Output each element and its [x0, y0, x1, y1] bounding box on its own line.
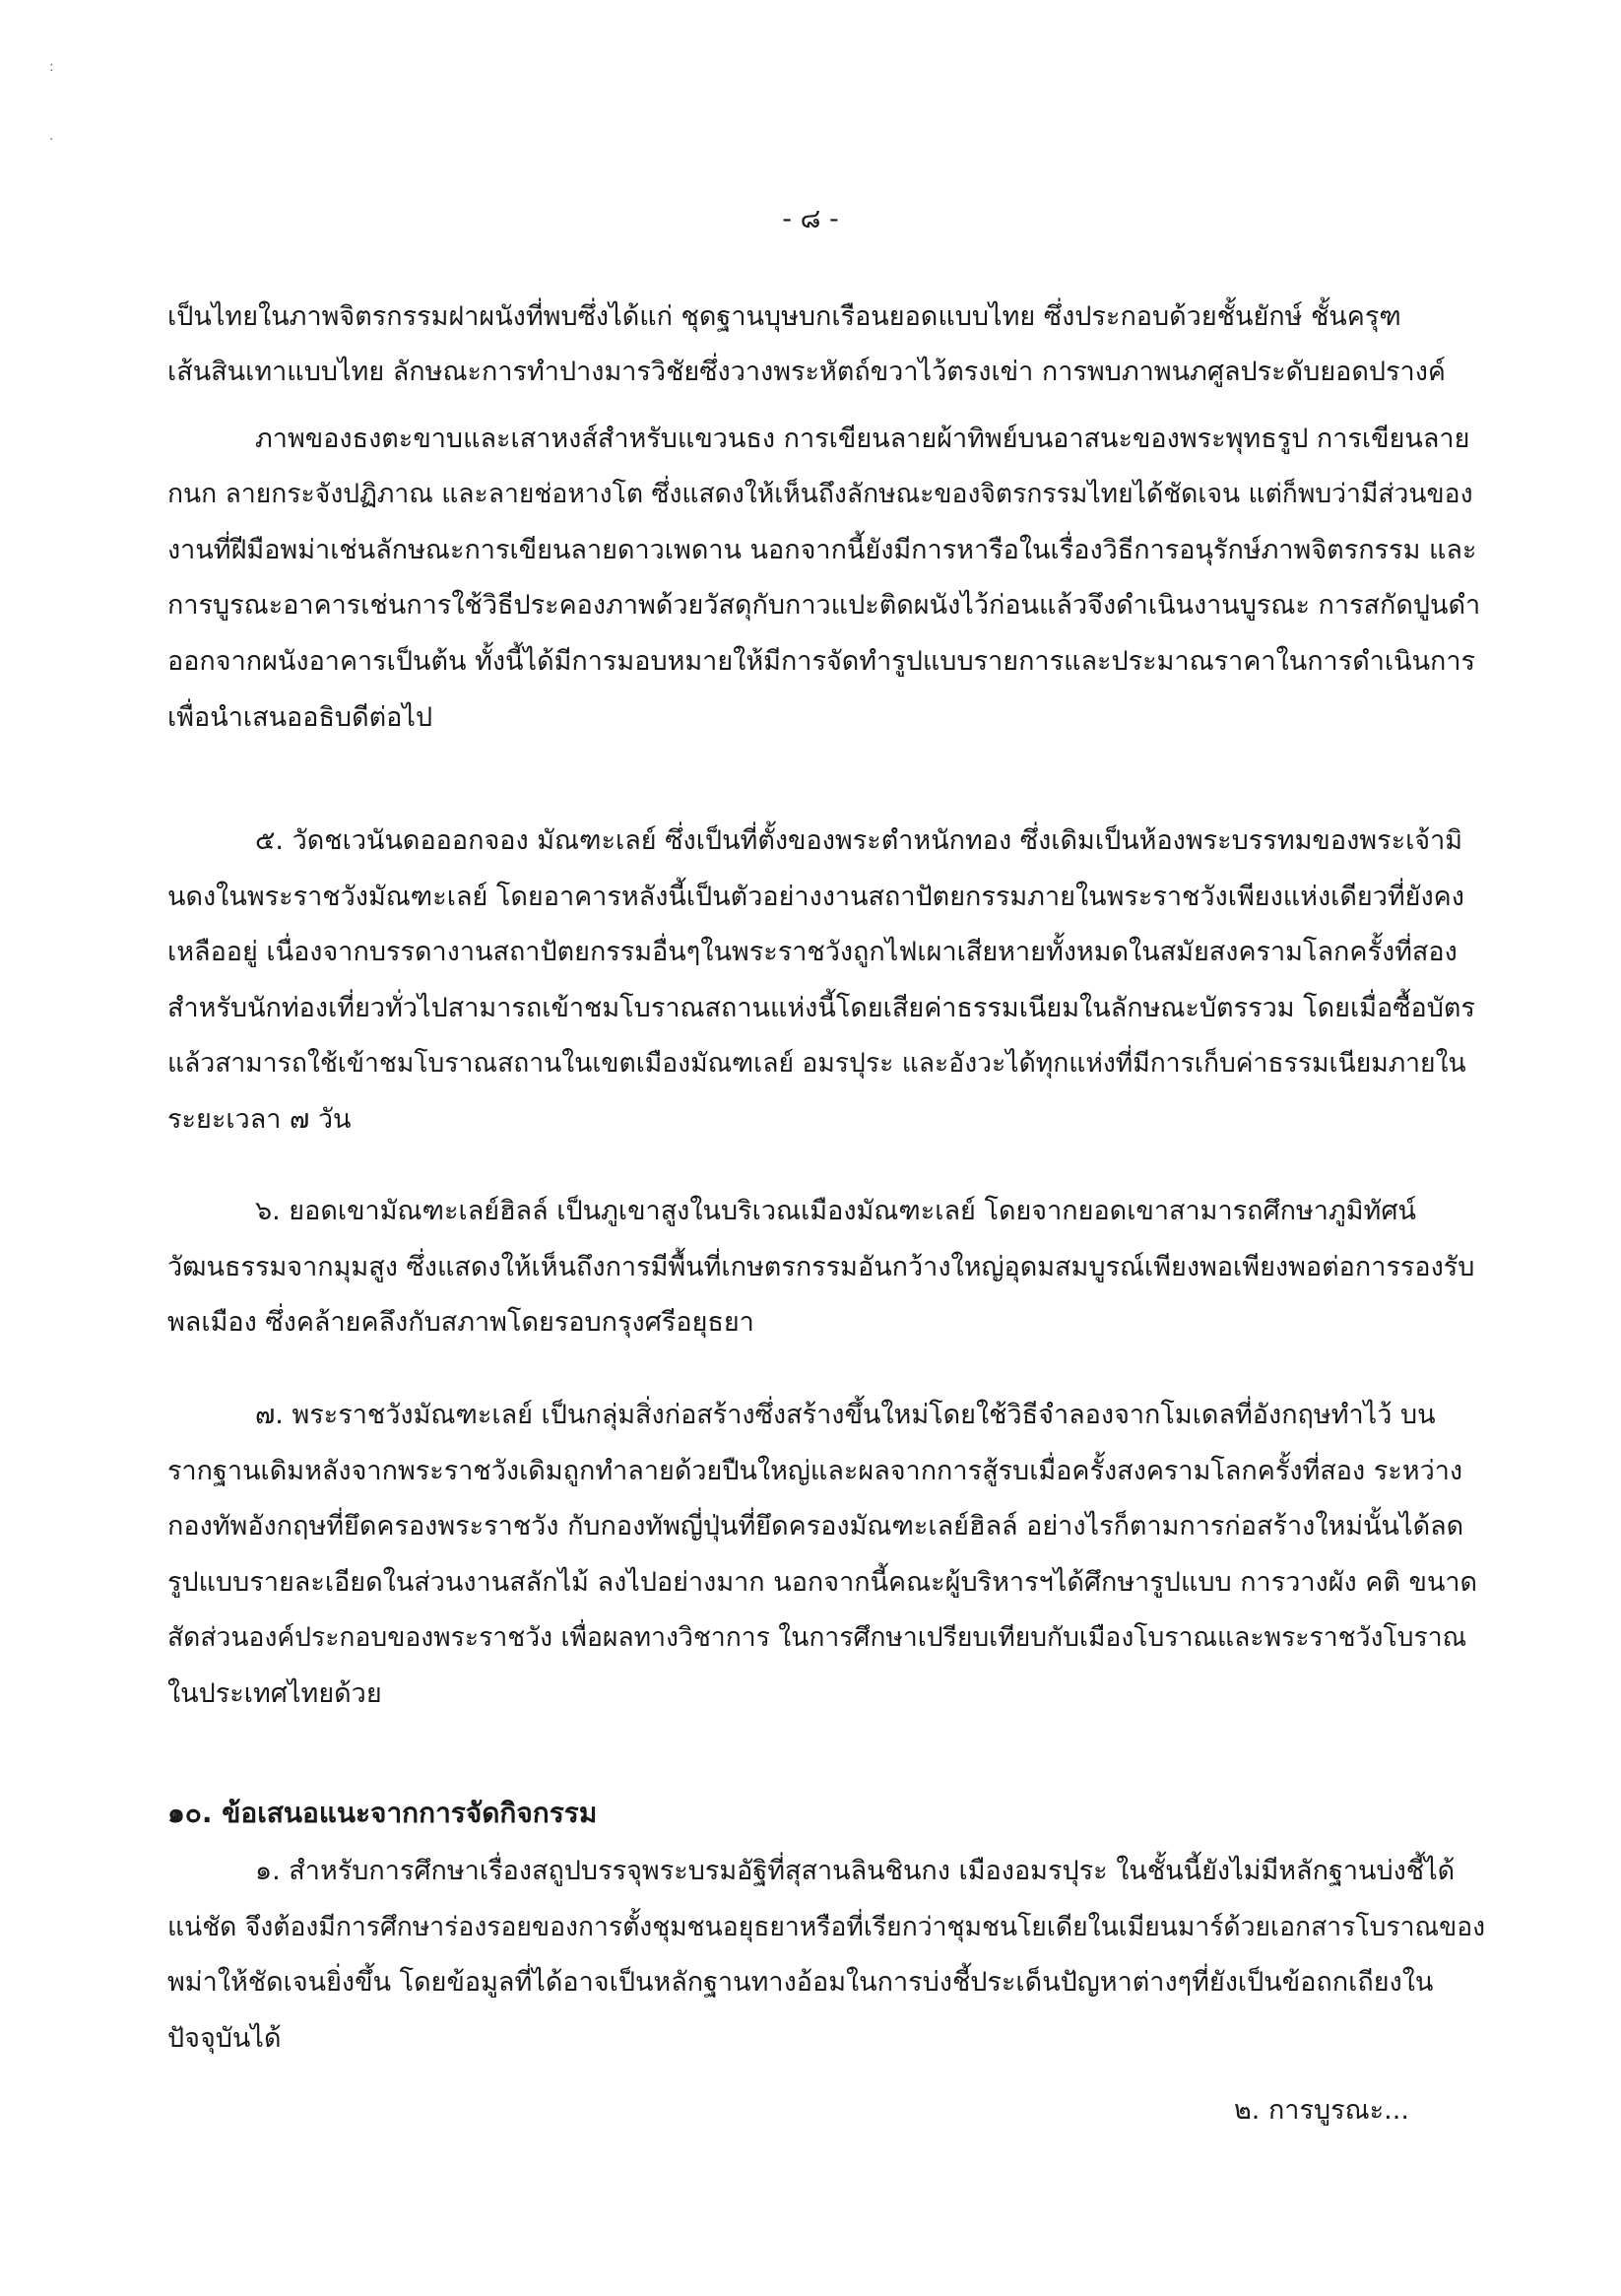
paragraph-line: ออกจากผนังอาคารเป็นต้น ทั้งนี้ได้มีการมอบหมายให้มีการจัดทำรูปแบบรายการและประมาณราคาในการดำเนินการ	[167, 646, 1476, 677]
list-item-line: สำหรับนักท่องเที่ยวทั่วไปสามารถเข้าชมโบราณสถานแห่งนี้โดยเสียค่าธรรมเนียมในลักษณะบัตรรวม โดยเมื่อซื้อบัตร	[167, 993, 1475, 1023]
scan-mark: :	[49, 59, 54, 75]
paragraph-line: เพื่อนำเสนออธิบดีต่อไป	[167, 702, 433, 733]
paragraph-line: เป็นไทยในภาพจิตรกรรมฝาผนังที่พบซึ่งได้แก่ ชุดฐานบุษบกเรือนยอดแบบไทย ซึ่งประกอบด้วยชั้นยักษ์ ชั้นครุฑ	[167, 301, 1401, 332]
list-item-line: เหลืออยู่ เนื่องจากบรรดางานสถาปัตยกรรมอื่นๆในพระราชวังถูกไฟเผาเสียหายทั้งหมดในสมัยสงครามโลกครั้งที่สอง	[167, 937, 1458, 967]
continuation-marker: ๒. การบูรณะ...	[1234, 2095, 1409, 2126]
scan-mark: .	[49, 128, 54, 144]
list-item-line: พลเมือง ซึ่งคล้ายคลึงกับสภาพโดยรอบกรุงศรีอยุธยา	[167, 1307, 754, 1338]
list-item-line: สัดส่วนองค์ประกอบของพระราชวัง เพื่อผลทางวิชาการ ในการศึกษาเปรียบเทียบกับเมืองโบราณและพระราชวังโบราณ	[167, 1622, 1467, 1653]
list-item-line: แน่ชัด จึงต้องมีการศึกษาร่องรอยของการตั้งชุมชนอยุธยาหรือที่เรียกว่าชุมชนโยเดียในเมียนมาร์ด้วยเอกสารโบราณของ	[167, 1912, 1486, 1942]
paragraph-line: งานที่ฝีมือพม่าเช่นลักษณะการเขียนลายดาวเพดาน นอกจากนี้ยังมีการหารือในเรื่องวิธีการอนุรักษ์ภาพจิตรกรรม และ	[167, 535, 1477, 565]
list-item-line: ระยะเวลา ๗ วัน	[167, 1104, 352, 1135]
list-item-line: ในประเทศไทยด้วย	[167, 1678, 382, 1709]
list-item-line: วัฒนธรรมจากมุมสูง ซึ่งแสดงให้เห็นถึงการมีพื้นที่เกษตรกรรมอันกว้างใหญ่อุดมสมบูรณ์เพียงพอเพียงพอต่อการรองรับ	[167, 1252, 1475, 1282]
list-item-line: ๗. พระราชวังมัณฑะเลย์ เป็นกลุ่มสิ่งก่อสร้างซึ่งสร้างขึ้นใหม่โดยใช้วิธีจำลองจากโมเดลที่อังกฤษทำไว้ บน	[255, 1400, 1436, 1430]
list-item-line: ปัจจุบันได้	[167, 2023, 282, 2054]
list-item-line: กองทัพอังกฤษที่ยึดครองพระราชวัง กับกองทัพญี่ปุ่นที่ยึดครองมัณฑะเลย์ฮิลล์ อย่างไรก็ตามการก่อสร้างใหม่นั้นได้ลด	[167, 1511, 1464, 1542]
list-item-line: ๕. วัดชเวนันดอออกจอง มัณฑะเลย์ ซึ่งเป็นที่ตั้งของพระตำหนักทอง ซึ่งเดิมเป็นห้องพระบรรทมของพระเจ้ามิ	[255, 825, 1463, 856]
list-item-line: ๑. สำหรับการศึกษาเรื่องสถูปบรรจุพระบรมอัฐิที่สุสานลินชินกง เมืองอมรปุระ ในชั้นนี้ยังไม่มีหลักฐานบ่งชี้ได้	[255, 1856, 1456, 1886]
list-item-line: แล้วสามารถใช้เข้าชมโบราณสถานในเขตเมืองมัณฑเลย์ อมรปุระ และอังวะได้ทุกแห่งที่มีการเก็บค่าธรรมเนียมภายใน	[167, 1048, 1466, 1079]
paragraph-line: การบูรณะอาคารเช่นการใช้วิธีประคองภาพด้วยวัสดุกับกาวแปะติดผนังไว้ก่อนแล้วจึงดำเนินงานบูรณะ การสกัดปูนดำ	[167, 590, 1481, 621]
list-item-line: พม่าให้ชัดเจนยิ่งขึ้น โดยข้อมูลที่ได้อาจเป็นหลักฐานทางอ้อมในการบ่งชี้ประเด็นปัญหาต่างๆที่ยังเป็นข้อถกเถียงใน	[167, 1967, 1434, 1998]
paragraph-line: เส้นสินเทาแบบไทย ลักษณะการทำปางมารวิชัยซึ่งวางพระหัตถ์ขวาไว้ตรงเข่า การพบภาพนภศูลประดับยอดปรางค์	[167, 357, 1446, 387]
list-item-line: นดงในพระราชวังมัณฑะเลย์ โดยอาคารหลังนี้เป็นตัวอย่างงานสถาปัตยกรรมภายในพระราชวังเพียงแห่งเดียวที่ยังคง	[167, 882, 1464, 912]
section-heading: ๑๐. ข้อเสนอแนะจากการจัดกิจกรรม	[167, 1797, 598, 1829]
list-item-line: รากฐานเดิมหลังจากพระราชวังเดิมถูกทำลายด้วยปืนใหญ่และผลจากการสู้รบเมื่อครั้งสงครามโลกครั้งที่สอง ระหว่าง	[167, 1456, 1463, 1486]
paragraph-line: กนก ลายกระจังปฏิภาณ และลายช่อหางโต ซึ่งแสดงให้เห็นถึงลักษณะของจิตรกรรมไทยได้ชัดเจน แต่ก็พบว่ามีส่วนของ	[167, 479, 1473, 509]
paragraph-line: ภาพของธงตะขาบและเสาหงส์สำหรับแขวนธง การเขียนลายผ้าทิพย์บนอาสนะของพระพุทธรูป การเขียนลาย	[255, 424, 1470, 454]
page-number: - ๘ -	[782, 204, 839, 234]
list-item-line: รูปแบบรายละเอียดในส่วนงานสลักไม้ ลงไปอย่างมาก นอกจากนี้คณะผู้บริหารฯได้ศึกษารูปแบบ การวางผัง คติ ขนาด	[167, 1567, 1478, 1598]
list-item-line: ๖. ยอดเขามัณฑะเลย์ฮิลล์ เป็นภูเขาสูงในบริเวณเมืองมัณฑะเลย์ โดยจากยอดเขาสามารถศึกษาภูมิทัศน์	[255, 1196, 1416, 1226]
